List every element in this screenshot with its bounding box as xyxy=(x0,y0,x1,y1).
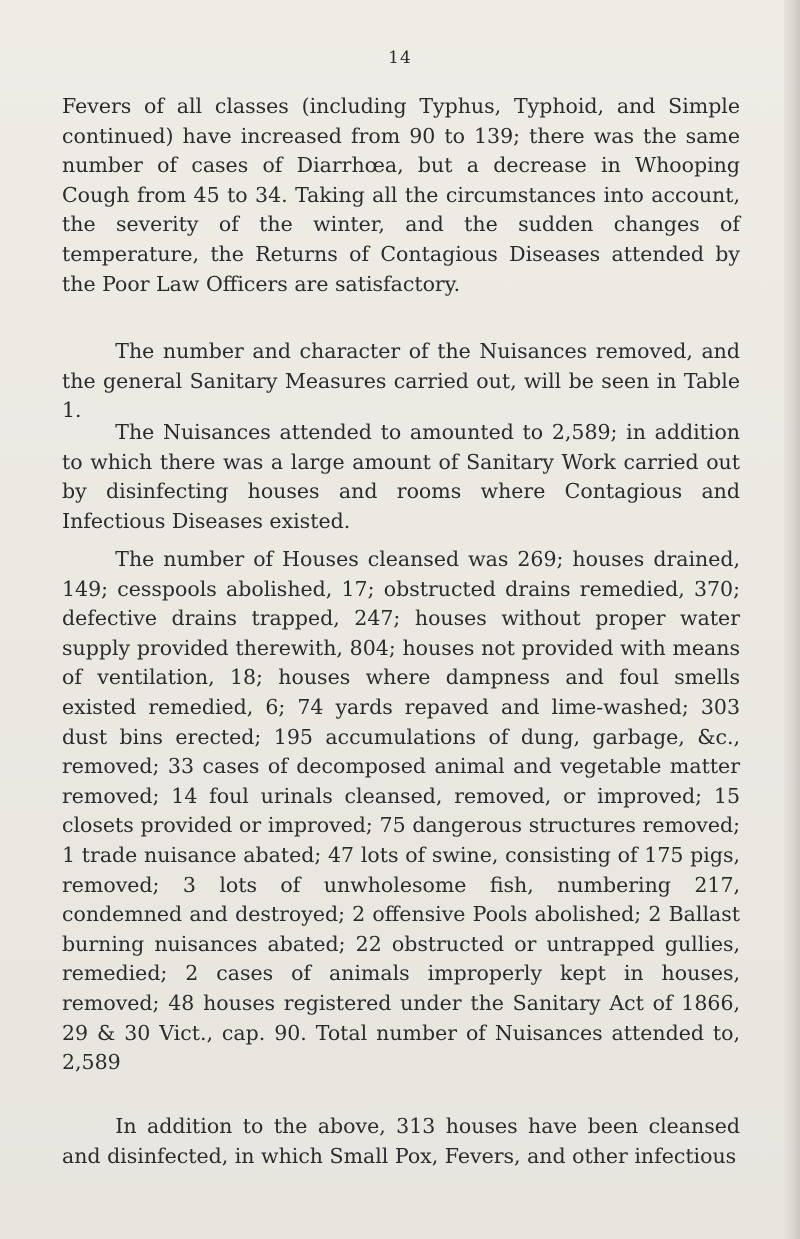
paragraph-disinfection: In addition to the above, 313 houses have been cleansed and disinfected, in which Small Pox, Fevers, and other infectious xyxy=(62,1114,740,1168)
paragraph-nuisances-table-reference: The number and character of the Nuisances removed, and the general Sanitary Measures carried out, will be seen in Table 1. xyxy=(62,339,740,423)
page-edge-shadow xyxy=(784,0,800,1239)
paragraph-sanitary-works-list: The number of Houses cleansed was 269; houses drained, 149; cesspools abolished, 17; obstructed drains remedied, 370; defective drains trapped, 247; houses without proper water supply provided therewith, 804; houses not provided with means of ventilation, 18; houses where dampness and foul smells existed remedied, 6; 74 yards repaved and lime-washed; 303 dust bins erected; 195 accumulations of dung, garbage, &c., removed; 33 cases of decomposed animal and vegetable matter removed; 14 foul urinals cleansed, removed, or improved; 15 closets provided or improved; 75 dangerous structures removed; 1 trade nuisance abated; 47 lots of swine, consisting of 175 pigs, removed; 3 lots of unwholesome fish, numbering 217, condemned and destroyed; 2 offensive Pools abolished; 2 Ballast burning nuisances abated; 22 obstructed or untrapped gullies, remedied; 2 cases of animals improperly kept in houses, removed; 48 houses registered under the Sanitary Act of 1866, 29 & 30 Vict., cap. 90. Total number of Nuisances attended to, 2,589 xyxy=(62,547,740,1075)
paragraph-fevers: Fevers of all classes (including Typhus, Typhoid, and Simple continued) have increased from 90 to 139; there was the same number of cases of Diarrhœa, but a decrease in Whooping Cough from 45 to 34. Taking all the circumstances into account, the severity of the winter, and the sudden changes of temperature, the Returns of Contagious Diseases attended by the Poor Law Officers are satisfactory. xyxy=(62,94,740,296)
page-number: 14 xyxy=(388,48,412,68)
paragraph-nuisances-total: The Nuisances attended to amounted to 2,589; in addition to which there was a large amount of Sanitary Work carried out by disinfecting houses and rooms where Contagious and Infectious Diseases existed. xyxy=(62,420,740,533)
